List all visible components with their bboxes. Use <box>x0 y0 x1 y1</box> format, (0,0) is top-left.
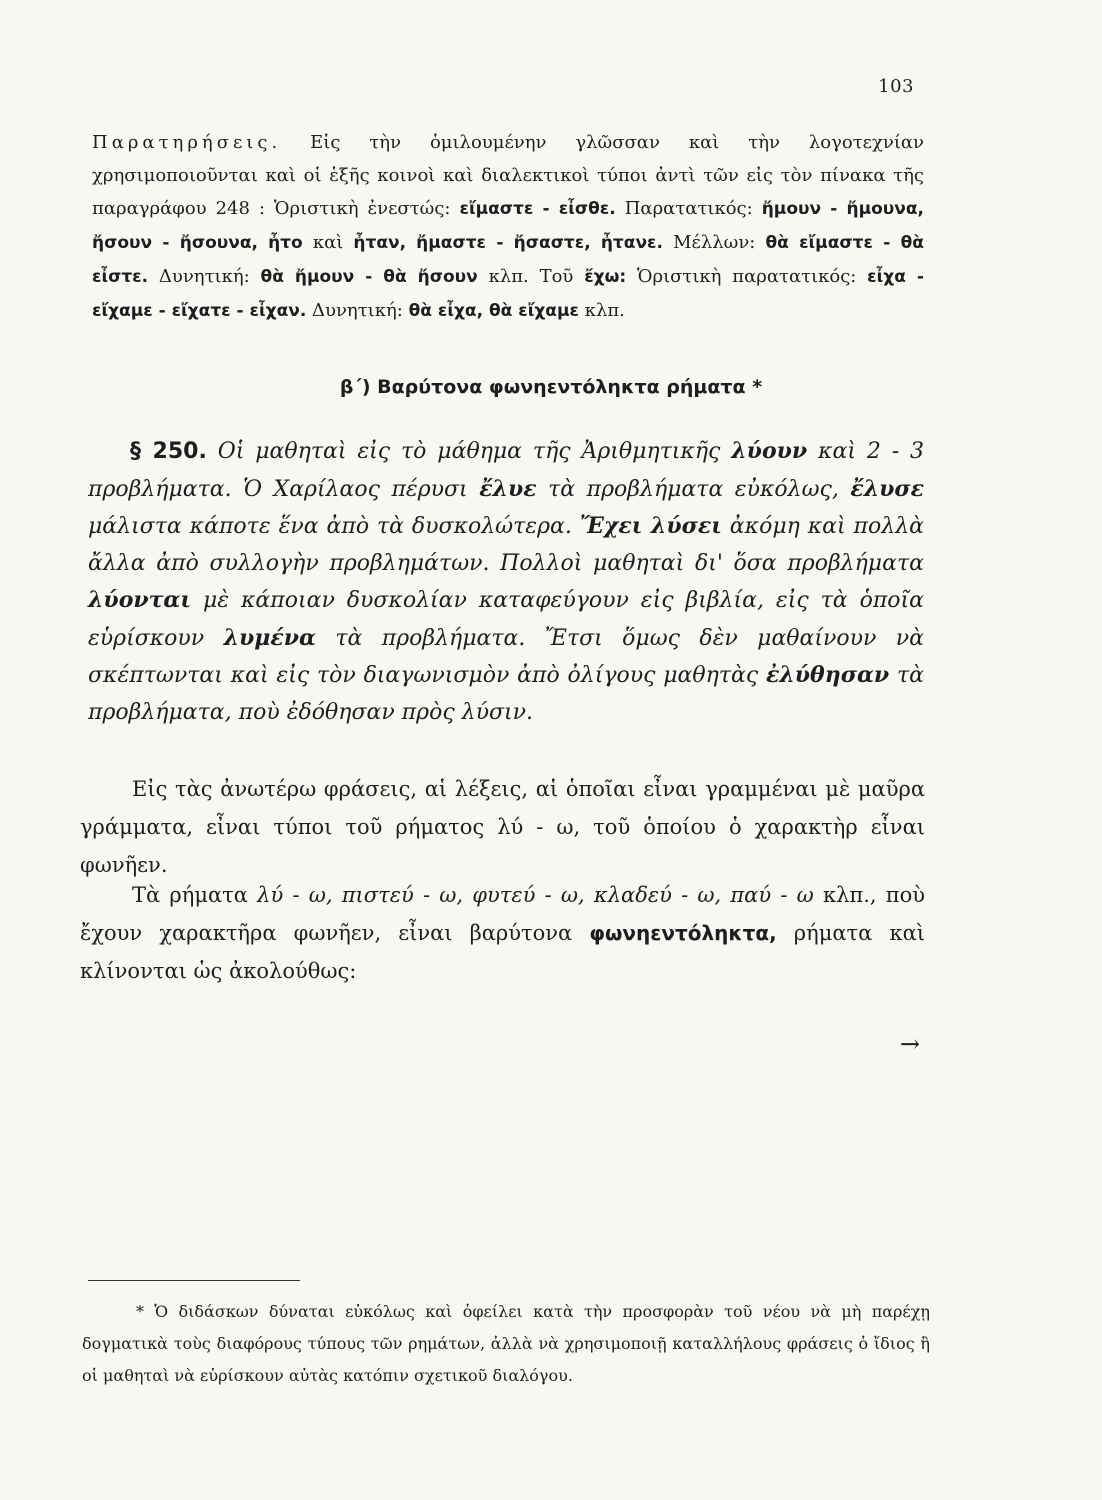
note-text: Δυνητική: <box>312 300 403 321</box>
page-number: 103 <box>878 76 914 97</box>
bold-form: θὰ ἤμουν - θὰ ἤσουν <box>260 267 478 287</box>
note-text: Μέλλων: <box>673 232 756 253</box>
bold-form: θὰ εἴμαστε - θὰ εἶστε. <box>92 233 924 287</box>
bold-form: εἴμαστε - εἶσθε. <box>459 199 616 219</box>
note-text: Ὁριστικὴ παρατατικός: <box>637 266 857 287</box>
bold-form: ἤμαστε - ἤσαστε, <box>416 233 591 253</box>
note-text: καὶ <box>312 232 344 253</box>
bold-form: ἦτο <box>268 233 303 253</box>
bold-form: θὰ εἶχα, θὰ εἴχαμε <box>408 301 579 321</box>
note-text: κλπ. Τοῦ <box>488 266 574 287</box>
note-text: κλπ. <box>584 300 625 321</box>
example-text: ἀκόμη καὶ πολλὰ ἄλλα ἀπὸ συλλογὴν προβλημάτων. Πολλοὶ μαθηταὶ δι' ὅσα προβλήματα <box>88 514 924 576</box>
bold-verb-form: λύονται <box>88 587 192 613</box>
bold-form: ἤμουν - ἤμουνα, <box>761 199 924 219</box>
footnote <box>82 1296 930 1392</box>
bold-verb-form: ἔλυε <box>479 475 537 502</box>
observations-label: Παρατηρήσεις. <box>92 132 282 153</box>
verb-examples: λύ - ω, πιστεύ - ω, φυτεύ - ω, κλαδεύ - ω, παύ - ω <box>257 883 814 907</box>
example-text: τὰ προβλήματα. Ἔτσι ὅμως δὲν μαθαίνουν νὰ σκέπτωνται καὶ εἰς τὸν διαγωνισμὸν ἀπὸ ὀλίγους μαθητὰς <box>88 625 924 688</box>
explanation-paragraph <box>80 770 925 884</box>
verbs-text: ρήματα καὶ κλίνονται ὡς ἀκολούθως: <box>80 921 925 983</box>
note-text: Εἰς τὴν ὁμιλουμένην γλῶσσαν καὶ τὴν λογοτεχνίαν χρησιμοποιοῦνται καὶ οἱ ἑξῆς κοινοὶ καὶ διαλεκτικοὶ τύποι ἀντὶ τῶν εἰς τὸν πίνακα τῆς παραγράφου 248 : Ὁριστικὴ ἐνεστώς: <box>92 132 924 219</box>
note-text: Δυνητική: <box>158 266 250 287</box>
footnote-divider <box>88 1280 300 1281</box>
bold-form: ἔχω: <box>584 267 627 287</box>
example-text: μὲ κάποιαν δυσκολίαν καταφεύγουν εἰς βιβλία, εἰς τὰ ὁποῖα εὑρίσκουν <box>88 588 925 651</box>
bold-form: ἦταν, <box>353 233 407 253</box>
verbs-text: Τὰ ρήματα <box>132 883 248 907</box>
bold-form: ἤσουν - ἤσουνα, <box>92 233 258 253</box>
bold-verb-form: Ἔχει λύσει <box>579 513 722 539</box>
explanation-text: Εἰς τὰς ἀνωτέρω φράσεις, αἱ λέξεις, αἱ ὁποῖαι εἶναι γραμμέναι μὲ μαῦρα γράμματα, εἶναι τύποι τοῦ ρήματος λύ - ω, τοῦ ὁποίου ὁ χαρακτὴρ εἶναι φωνῆεν. <box>80 777 925 877</box>
example-text: τὰ προβλήματα, ποὺ ἐδόθησαν πρὸς λύσιν. <box>88 663 924 725</box>
example-text: Οἱ μαθηταὶ εἰς τὸ μάθημα τῆς Ἀριθμητικῆς <box>217 439 721 464</box>
example-text: καὶ 2 - 3 προβλήματα. Ὁ Χαρίλαος πέρυσι <box>88 439 925 502</box>
section-number: § 250. <box>130 439 207 464</box>
footnote-text: * Ὁ διδάσκων δύναται εὐκόλως καὶ ὀφείλει κατὰ τὴν προσφορὰν τοῦ νέου νὰ μὴ παρέχῃ δογματικὰ τοὺς διαφόρους τύπους τῶν ρημάτων, ἀλλὰ νὰ χρησιμοποιῇ καταλλήλους φράσεις ὁ ἴδιος ἢ οἱ μαθηταὶ νὰ εὑρίσκουν αὐτὰς κατόπιν σχετικοῦ διαλόγου. <box>82 1302 930 1385</box>
section-250-paragraph <box>88 433 924 731</box>
verbs-text: κλπ., ποὺ ἔχουν χαρακτῆρα φωνῆεν, εἶναι βαρύτονα <box>80 883 925 945</box>
section-heading: β΄) Βαρύτονα φωνηεντόληκτα ρήματα * <box>339 376 763 398</box>
bold-verb-form: ἔλυσε <box>850 475 925 502</box>
verbs-paragraph <box>80 876 925 990</box>
bold-form: εἶχα - εἴχαμε - εἴχατε - εἶχαν. <box>92 267 924 321</box>
bold-verb-form: λυμένα <box>223 624 316 651</box>
example-text: τὰ προβλήματα εὐκόλως, <box>548 476 839 502</box>
bold-term: φωνηεντόληκτα, <box>589 921 777 945</box>
bold-verb-form: ἐλύθησαν <box>765 662 890 688</box>
note-text: Παρατατικός: <box>624 198 753 219</box>
continue-arrow-icon: → <box>899 1030 920 1058</box>
observations-paragraph <box>92 126 924 328</box>
bold-verb-form: λύουν <box>731 438 808 464</box>
bold-form: ἦτανε. <box>600 233 663 253</box>
example-text: μάλιστα κάποτε ἕνα ἀπὸ τὰ δυσκολώτερα. <box>88 514 572 539</box>
